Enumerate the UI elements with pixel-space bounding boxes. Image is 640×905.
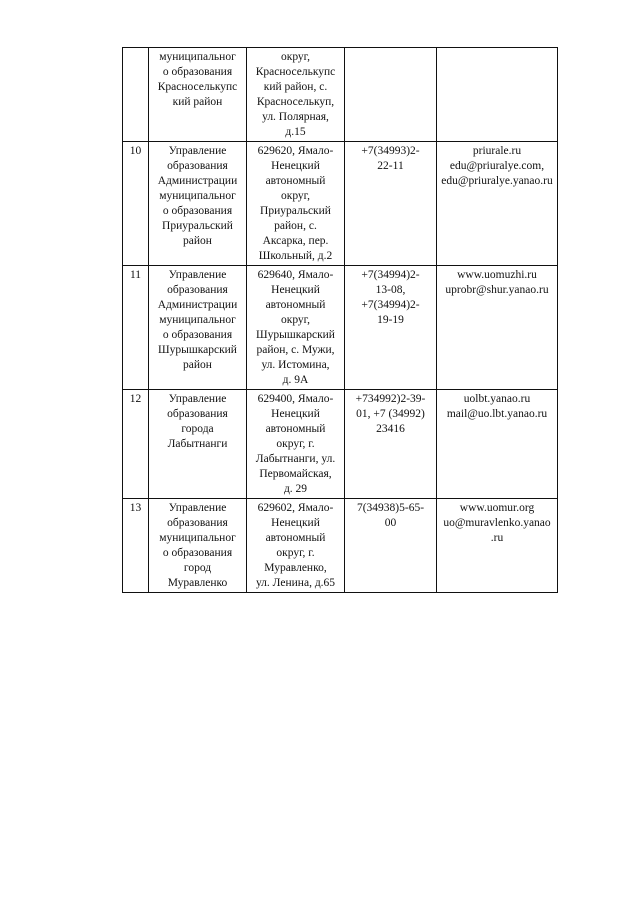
address-line: Школьный, д.2 [258,250,333,262]
address-line: автономный [265,299,326,311]
address-cell [247,142,345,266]
org-line: образования [167,284,228,296]
email-link[interactable]: edu@priuralye.yanao.ru [441,175,553,187]
address-line: Ненецкий [271,408,320,420]
row-number [123,390,149,499]
address-cell [247,390,345,499]
address-line: Красноселькуп, [256,96,335,108]
email-link[interactable]: edu@priuralye.com, [449,160,545,172]
org-line: Управление [168,502,227,514]
phone-line: 00 [384,517,397,529]
org-line: район [183,359,212,371]
email-link[interactable]: uprobr@shur.yanao.ru [445,284,549,296]
website-link[interactable]: www.uomuzhi.ru [457,269,537,281]
address-cell [247,48,345,142]
address-cell [247,499,345,593]
email-link[interactable]: .ru [490,532,504,544]
address-line: 629620, Ямало- [257,145,334,157]
org-line: города [181,423,214,435]
address-line: Ненецкий [271,160,320,172]
row-number [123,48,149,142]
org-line: муниципальног [159,51,236,63]
row-number-text: 13 [129,502,142,514]
address-line: Аксарка, пер. [262,235,329,247]
phone-line: 01, +7 (34992) [356,408,425,420]
address-line: район, с. Мужи, [256,344,335,356]
phone-cell [345,499,437,593]
phone-line: +734992)2-39- [355,393,426,405]
website-link[interactable]: uolbt.yanao.ru [463,393,531,405]
website-link[interactable]: www.uomur.org [459,502,535,514]
row-number [123,266,149,390]
address-cell [247,266,345,390]
address-line: Ненецкий [271,284,320,296]
address-line: д. 29 [283,483,308,495]
phone-cell [345,142,437,266]
table-row [123,266,558,390]
table-row [123,499,558,593]
address-line: Лабытнанги, ул. [255,453,336,465]
org-line: Муравленко [167,577,228,589]
organization-cell [149,142,247,266]
address-line: д.15 [285,126,306,138]
phone-line: 13-08, [375,284,406,296]
address-line: Шурышкарский [256,329,335,341]
org-line: образования [167,517,228,529]
phone-line: +7(34993)2- [361,145,420,157]
address-line: автономный [265,175,326,187]
org-line: Приуральский [162,220,233,232]
org-line: образования [167,408,228,420]
organization-cell [149,48,247,142]
row-number-text: 11 [129,269,142,281]
address-line: ул. Ленина, д.65 [255,577,336,589]
website-email-cell [437,266,558,390]
phone-line: 22-11 [377,160,404,172]
org-line: муниципальног [159,532,236,544]
website-email-cell [437,48,558,142]
address-line: Приуральский [260,205,331,217]
address-line: автономный [265,423,326,435]
org-line: о образования [162,547,233,559]
table-row [123,48,558,142]
row-number [123,142,149,266]
address-line: ул. Истомина, [261,359,330,371]
address-line: автономный [265,532,326,544]
org-line: о образования [162,205,233,217]
org-line: Управление [168,145,227,157]
org-line: Управление [168,393,227,405]
org-line: Администрации [157,175,238,187]
org-line: Красноселькупс [157,81,238,93]
website-email-cell [437,142,558,266]
org-line: город [183,562,212,574]
org-line: о образования [162,66,233,78]
org-line: образования [167,160,228,172]
address-line: Муравленко, [264,562,327,574]
email-link[interactable]: mail@uo.lbt.yanao.ru [446,408,548,420]
org-line: муниципальног [159,314,236,326]
org-line: Управление [168,269,227,281]
address-line: кий район, с. [263,81,328,93]
phone-cell [345,390,437,499]
table-row [123,142,558,266]
address-line: 629400, Ямало- [257,393,334,405]
organization-cell [149,390,247,499]
table-body [123,48,558,593]
phone-line: 19-19 [377,314,404,326]
organization-cell [149,266,247,390]
org-line: о образования [162,329,233,341]
row-number-text: 10 [129,145,142,157]
address-line: Ненецкий [271,517,320,529]
phone-line: 23416 [376,423,405,435]
phone-line: +7(34994)2- [361,299,420,311]
address-line: округ, [281,51,310,63]
row-number-text: 12 [129,393,142,405]
org-line: Лабытнанги [167,438,228,450]
address-line: округ, г. [276,547,315,559]
phone-cell [345,266,437,390]
address-line: округ, [281,190,310,202]
address-line: ул. Полярная, [262,111,329,123]
org-line: кий район [172,96,223,108]
org-line: Шурышкарский [158,344,237,356]
address-line: район, с. [274,220,317,232]
org-line: район [183,235,212,247]
address-line: 629640, Ямало- [257,269,334,281]
address-line: округ, г. [276,438,315,450]
website-email-cell [437,390,558,499]
website-link[interactable]: priurale.ru [472,145,522,157]
organization-cell [149,499,247,593]
phone-cell [345,48,437,142]
phone-line: 7(34938)5-65- [356,502,425,514]
org-line: Администрации [157,299,238,311]
row-number [123,499,149,593]
phone-line: +7(34994)2- [361,269,420,281]
website-email-cell [437,499,558,593]
address-line: Красноселькупс [255,66,336,78]
address-line: Первомайская, [259,468,332,480]
org-line: муниципальног [159,190,236,202]
table-row [123,390,558,499]
address-line: округ, [281,314,310,326]
organizations-table [122,47,558,593]
email-link[interactable]: uo@muravlenko.yanao [443,517,551,529]
address-line: д. 9А [282,374,309,386]
address-line: 629602, Ямало- [257,502,334,514]
